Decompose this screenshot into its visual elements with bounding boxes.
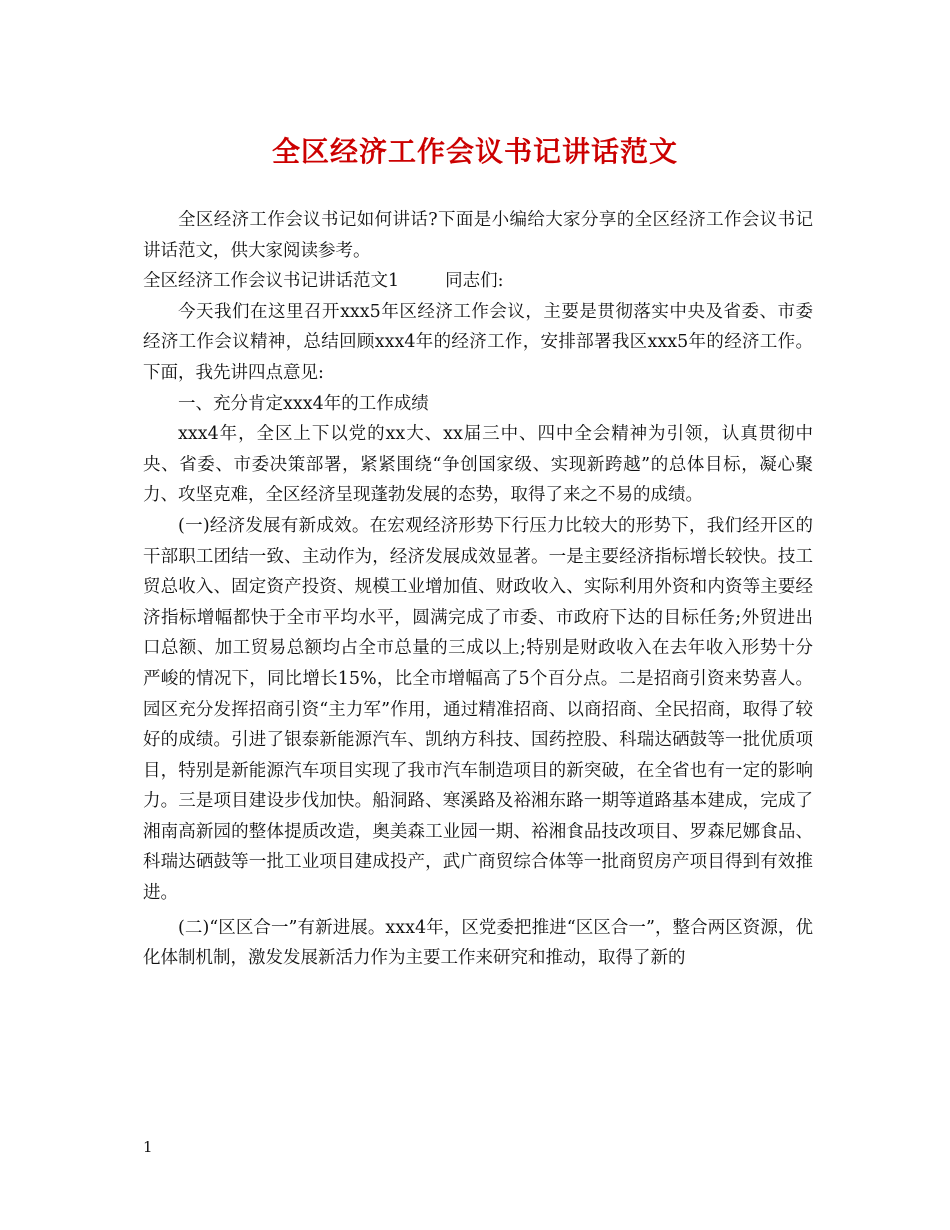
intro-paragraph: 全区经济工作会议书记如何讲话?下面是小编给大家分享的全区经济工作会议书记讲话范文，供大家阅读参考。 xyxy=(143,210,813,261)
document-title: 全区经济工作会议书记讲话范文 xyxy=(271,135,678,168)
summary-paragraph: xxx4年，全区上下以党的xx大、xx届三中、四中全会精神为引领，认真贯彻中央、省委、市委决策部署，紧紧围绕“争创国家级、实现新跨越”的总体目标，凝心聚力、攻坚克难，全区经济呈现蓬勃发展的态势，取得了来之不易的成绩。 xyxy=(143,424,813,506)
document-body xyxy=(143,205,813,974)
salutation: 同志们: xyxy=(445,271,504,292)
section-heading: 一、充分肯定xxx4年的工作成绩 xyxy=(178,393,429,414)
economic-results-paragraph: (一)经济发展有新成效。在宏观经济形势下行压力比较大的形势下，我们经开区的干部职工团结一致、主动作为，经济发展成效显著。一是主要经济指标增长较快。技工贸总收入、固定资产投资、规模工业增加值、财政收入、实际利用外资和内资等主要经济指标增幅都快于全市平均水平，圆满完成了市委、市政府下达的目标任务;外贸进出口总额、加工贸易总额均占全市总量的三成以上;特别是财政收入在去年收入形势十分严峻的情况下，同比增长15%，比全市增幅高了5个百分点。二是招商引资来势喜人。园区充分发挥招商引资“主力军”作用，通过精准招商、以商招商、全民招商，取得了较好的成绩。引进了银泰新能源汽车、凯纳方科技、国药控股、科瑞达硒鼓等一批优质项目，特别是新能源汽车项目实现了我市汽车制造项目的新突破，在全省也有一定的影响力。三是项目建设步伐加快。船洞路、寒溪路及裕湘东路一期等道路基本建成，完成了湘南高新园的整体提质改造，奥美森工业园一期、裕湘食品技改项目、罗森尼娜食品、科瑞达硒鼓等一批工业项目建成投产，武广商贸综合体等一批商贸房产项目得到有效推进。 xyxy=(143,515,813,904)
speech-heading-line xyxy=(143,266,813,297)
speech-title: 全区经济工作会议书记讲话范文1 xyxy=(143,271,400,292)
opening-paragraph: 今天我们在这里召开xxx5年区经济工作会议，主要是贯彻落实中央及省委、市委经济工作会议精神，总结回顾xxx4年的经济工作，安排部署我区xxx5年的经济工作。下面，我先讲四点意见: xyxy=(143,301,813,383)
page-number: 1 xyxy=(143,1138,153,1156)
district-merger-paragraph: (二)“区区合一”有新进展。xxx4年，区党委把推进“区区合一”，整合两区资源，优化体制机制，激发发展新活力作为主要工作来研究和推动，取得了新的 xyxy=(143,917,813,969)
